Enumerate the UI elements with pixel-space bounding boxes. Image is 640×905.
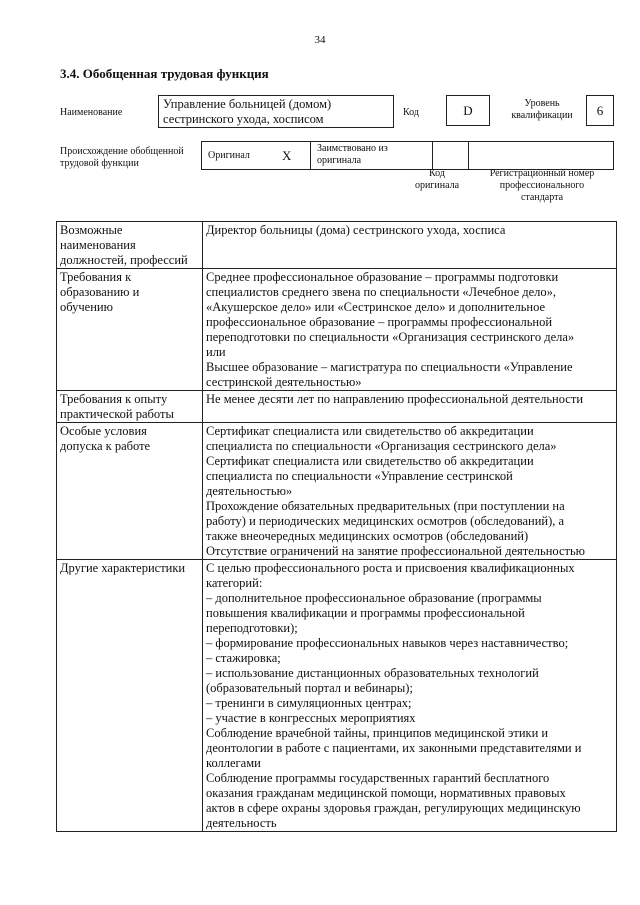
level-value-box: 6	[586, 95, 614, 126]
row-label-line: наименования	[60, 238, 136, 252]
code-original-caption-line: оригинала	[414, 180, 460, 191]
code-label: Код	[403, 107, 419, 118]
origin-label	[60, 146, 184, 170]
row-content-cell	[203, 269, 617, 391]
row-content-line: Не менее десяти лет по направлению профессиональной деятельности	[206, 392, 584, 406]
row-content-line: оказания гражданам медицинской помощи, нормативных правовых	[206, 786, 566, 800]
page-number: 34	[314, 34, 326, 46]
row-content-line: Отсутствие ограничений на занятие профессиональной деятельностью	[206, 544, 585, 558]
row-content-line: актов в сфере охраны здоровья граждан, регулирующих медицинскую	[206, 801, 581, 815]
row-content-line: Сертификат специалиста или свидетельство об аккредитации	[206, 424, 534, 438]
row-content-line: – стажировка;	[206, 651, 281, 665]
code-original-caption-line: Код	[429, 168, 445, 179]
reg-number-caption	[480, 168, 604, 204]
original-label: Оригинал	[208, 150, 250, 161]
row-content-line: или	[206, 345, 226, 359]
row-label-cell	[57, 269, 203, 391]
characteristics-table-body	[57, 222, 617, 832]
row-content-cell	[203, 423, 617, 560]
level-label	[492, 98, 592, 122]
characteristics-table	[56, 221, 617, 832]
row-content-line: (образовательный портал и вебинары);	[206, 681, 413, 695]
row-content-line: переподготовки по специальности «Организация сестринского дела»	[206, 330, 575, 344]
original-mark: X	[282, 148, 292, 163]
name-value-box	[158, 95, 394, 128]
row-content-line: Сертификат специалиста или свидетельство об аккредитации	[206, 454, 534, 468]
name-value-line: сестринского ухода, хосписом	[163, 112, 324, 126]
row-content-line: – формирование профессиональных навыков через наставничество;	[206, 636, 569, 650]
row-content-line: – тренинги в симуляционных центрах;	[206, 696, 412, 710]
row-content-line: деонтологии в работе с пациентами, их законными представителями и	[206, 741, 582, 755]
row-label-line: Требования к	[60, 270, 132, 284]
reg-number-box	[468, 141, 614, 170]
row-content-line: Высшее образование – магистратура по специальности «Управление	[206, 360, 573, 374]
row-content-cell	[203, 222, 617, 269]
row-content-line: деятельностью»	[206, 484, 293, 498]
borrowed-label	[317, 143, 388, 167]
row-content-line: Директор больницы (дома) сестринского ухода, хосписа	[206, 223, 506, 237]
level-label-line: Уровень	[524, 98, 560, 109]
reg-number-caption-line: профессионального	[499, 180, 585, 191]
row-label-line: Особые условия	[60, 424, 147, 438]
row-content-line: Среднее профессиональное образование – программы подготовки	[206, 270, 559, 284]
row-content-cell	[203, 560, 617, 832]
name-value-line: Управление больницей (домом)	[163, 97, 332, 111]
row-content-line: – дополнительное профессиональное образование (программы	[206, 591, 542, 605]
row-content-line: также внеочередных медицинских осмотров (обследований)	[206, 529, 529, 543]
reg-number-caption-line: стандарта	[520, 192, 564, 203]
row-content-line: профессиональное образование – программы профессиональной	[206, 315, 553, 329]
borrowed-label-line: оригинала	[317, 155, 362, 166]
row-label-cell	[57, 423, 203, 560]
table-row	[57, 560, 617, 832]
row-label-line: Другие характеристики	[60, 561, 186, 575]
row-content-line: С целью профессионального роста и присвоения квалификационных	[206, 561, 575, 575]
table-row	[57, 222, 617, 269]
reg-number-caption-line: Регистрационный номер	[489, 168, 595, 179]
row-label-line: Требования к опыту	[60, 392, 168, 406]
origin-label-line: Происхождение обобщенной	[60, 146, 184, 157]
row-label-line: практической работы	[60, 407, 174, 421]
row-label-line: Возможные	[60, 223, 123, 237]
row-label-cell	[57, 560, 203, 832]
origin-box	[201, 141, 469, 170]
row-label-line: допуска к работе	[60, 439, 151, 453]
row-content-line: работу) и периодических медицинских осмотров (обследований), а	[206, 514, 565, 528]
row-content-line: «Акушерское дело» или «Сестринское дело» и дополнительное	[206, 300, 546, 314]
row-content-line: сестринской деятельностью»	[206, 375, 362, 389]
row-content-line: деятельность	[206, 816, 277, 830]
row-label-line: должностей, профессий	[60, 253, 188, 267]
row-label-cell	[57, 222, 203, 269]
row-content-line: категорий:	[206, 576, 263, 590]
code-value-box: D	[446, 95, 490, 126]
row-content-line: коллегами	[206, 756, 261, 770]
row-content-line: Соблюдение врачебной тайны, принципов медицинской этики и	[206, 726, 549, 740]
origin-divider	[432, 142, 433, 169]
row-content-line: – использование дистанционных образовательных технологий	[206, 666, 539, 680]
row-content-line: – участие в конгрессных мероприятиях	[206, 711, 416, 725]
row-content-cell	[203, 391, 617, 423]
origin-label-line: трудовой функции	[60, 158, 139, 169]
row-label-line: обучению	[60, 300, 113, 314]
row-label-cell	[57, 391, 203, 423]
name-label: Наименование	[60, 107, 123, 118]
row-content-line: специалиста по специальности «Управление сестринской	[206, 469, 513, 483]
row-content-line: Прохождение обязательных предварительных (при поступлении на	[206, 499, 565, 513]
row-content-line: переподготовки);	[206, 621, 298, 635]
section-title: 3.4. Обобщенная трудовая функция	[60, 66, 269, 81]
table-row	[57, 423, 617, 560]
table-row	[57, 269, 617, 391]
row-content-line: повышения квалификации и программы профессиональной	[206, 606, 525, 620]
row-label-line: образованию и	[60, 285, 140, 299]
table-row	[57, 391, 617, 423]
row-content-line: специалиста по специальности «Организация сестринского дела»	[206, 439, 557, 453]
code-original-caption	[404, 168, 470, 192]
row-content-line: специалистов среднего звена по специальности «Лечебное дело»,	[206, 285, 557, 299]
borrowed-label-line: Заимствовано из	[317, 143, 388, 154]
row-content-line: Соблюдение программы государственных гарантий бесплатного	[206, 771, 550, 785]
level-label-line: квалификации	[511, 110, 573, 121]
origin-divider	[310, 142, 311, 169]
